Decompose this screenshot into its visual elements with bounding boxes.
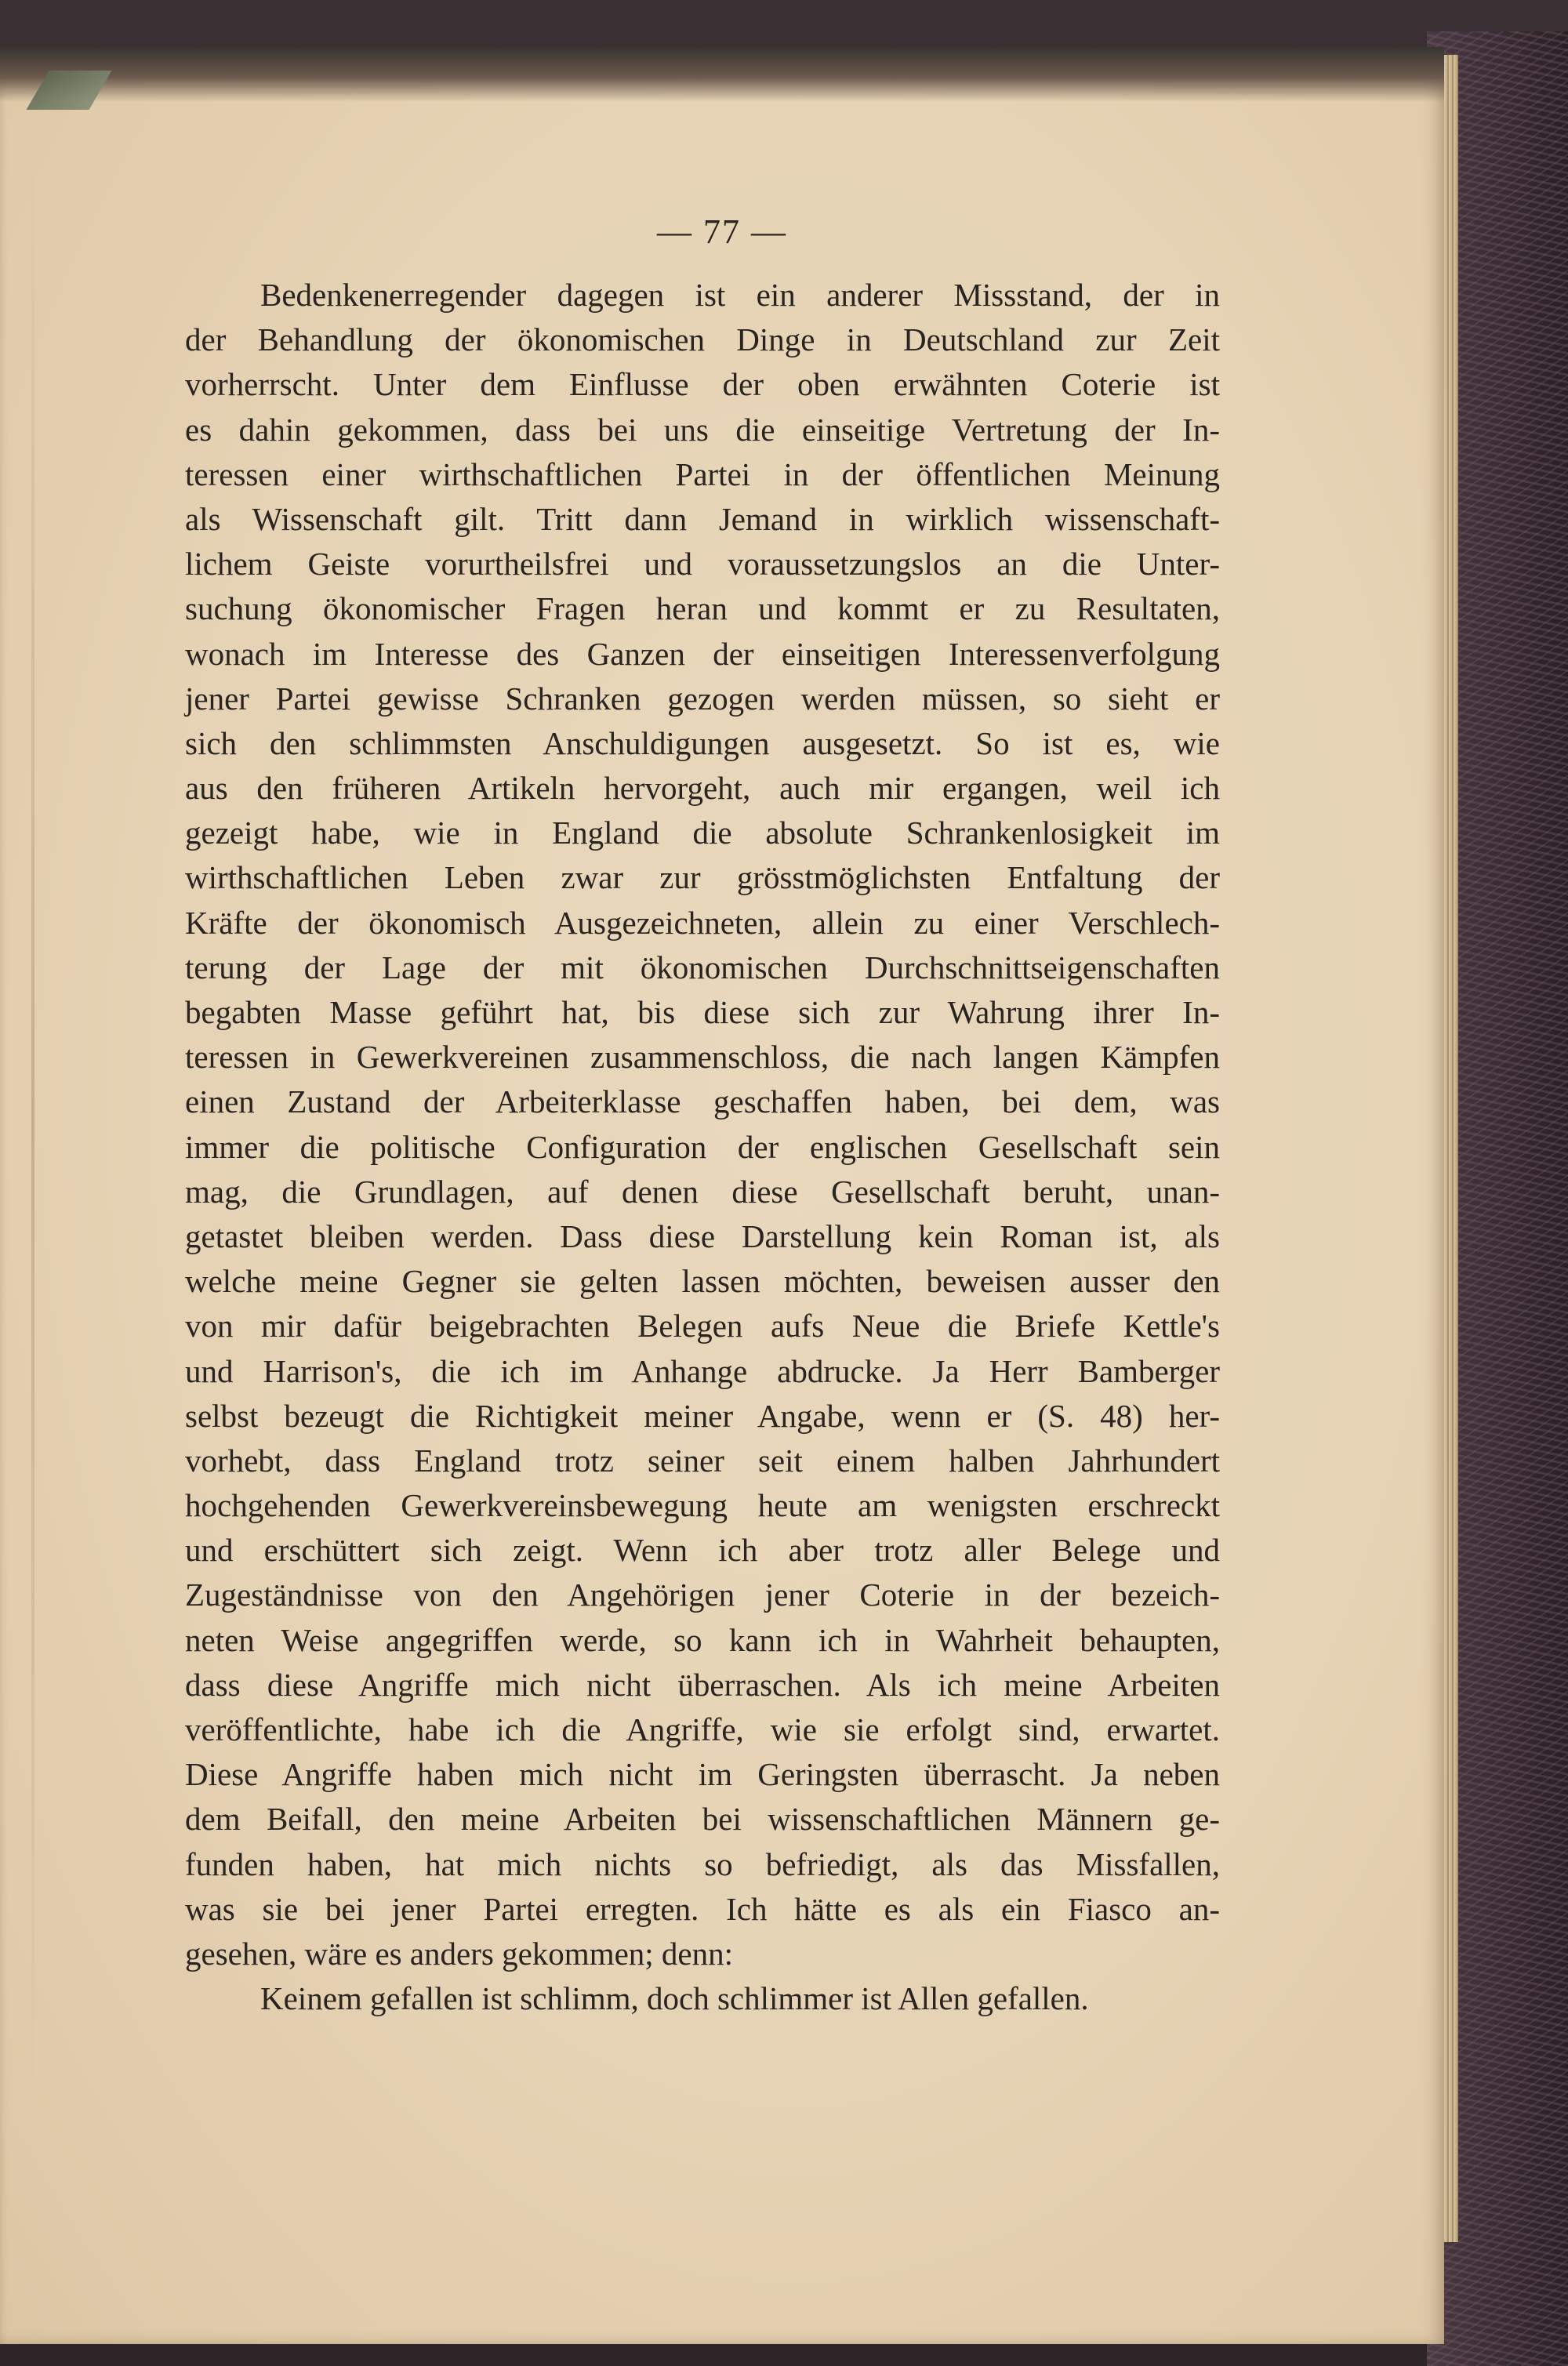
text-line: jener Partei gewisse Schranken gezogen werden müssen, so sieht er [185, 680, 1220, 717]
top-shadow [0, 47, 1444, 102]
text-line: veröffentlichte, habe ich die Angriffe, wie sie erfolgt sind, erwartet. [185, 1711, 1220, 1747]
text-line: was sie bei jener Partei erregten. Ich hätte es als ein Fiasco an- [185, 1890, 1220, 1927]
text-line: Diese Angriffe haben mich nicht im Geringsten überrascht. Ja neben [185, 1756, 1220, 1793]
page-number-header: — 77 — [657, 212, 787, 251]
text-line: als Wissenschaft gilt. Tritt dann Jemand in wirklich wissenschaft- [185, 500, 1220, 537]
text-line: Kräfte der ökonomisch Ausgezeichneten, allein zu einer Verschlech- [185, 904, 1220, 941]
text-line: hochgehenden Gewerkvereinsbewegung heute am wenigsten erschreckt [185, 1487, 1220, 1524]
text-line: welche meine Gegner sie gelten lassen möchten, beweisen ausser den [185, 1263, 1220, 1300]
text-line: terung der Lage der mit ökonomischen Durchschnittseigenschaften [185, 949, 1220, 985]
text-line: mag, die Grundlagen, auf denen diese Gesellschaft beruht, unan- [185, 1173, 1220, 1210]
text-line: dem Beifall, den meine Arbeiten bei wissenschaftlichen Männern ge- [185, 1801, 1220, 1838]
text-line: und Harrison's, die ich im Anhange abdrucke. Ja Herr Bamberger [185, 1352, 1220, 1389]
text-line: gesehen, wäre es anders gekommen; denn: [185, 1935, 734, 1972]
text-line: vorhebt, dass England trotz seiner seit einem halben Jahrhundert [185, 1442, 1220, 1479]
text-line: wirthschaftlichen Leben zwar zur grösstmöglichsten Entfaltung der [185, 859, 1220, 896]
text-line: immer die politische Configuration der englischen Gesellschaft sein [185, 1128, 1220, 1165]
text-line: teressen in Gewerkvereinen zusammenschloss, die nach langen Kämpfen [185, 1039, 1220, 1076]
text-line: vorherrscht. Unter dem Einflusse der oben erwähnten Coterie ist [185, 366, 1220, 403]
gutter-shadow [31, 141, 34, 2101]
text-line: sich den schlimmsten Anschuldigungen ausgesetzt. So ist es, wie [185, 724, 1220, 761]
text-line: lichem Geiste vorurtheilsfrei und voraussetzungslos an die Unter- [185, 546, 1220, 582]
text-line: wonach im Interesse des Ganzen der einseitigen Interessenverfolgung [185, 635, 1220, 672]
text-line: aus den früheren Artikeln hervorgeht, auch mir ergangen, weil ich [185, 770, 1220, 807]
text-line: teressen einer wirthschaftlichen Partei in der öffentlichen Meinung [185, 455, 1220, 492]
text-line: gezeigt habe, wie in England die absolute Schrankenlosigkeit im [185, 815, 1220, 851]
text-line: es dahin gekommen, dass bei uns die einseitige Vertretung der In- [185, 411, 1220, 448]
text-line: funden haben, hat mich nichts so befriedigt, als das Missfallen, [185, 1845, 1220, 1882]
text-line: einen Zustand der Arbeiterklasse geschaffen haben, bei dem, was [185, 1083, 1220, 1120]
text-line: selbst bezeugt die Richtigkeit meiner Angabe, wenn er (S. 48) her- [185, 1397, 1220, 1434]
text-line: Bedenkenerregender dagegen ist ein anderer Missstand, der in [260, 277, 1220, 313]
text-line: getastet bleiben werden. Dass diese Darstellung kein Roman ist, als [185, 1217, 1220, 1254]
text-line: von mir dafür beigebrachten Belegen aufs Neue die Briefe Kettle's [185, 1308, 1220, 1344]
text-line: begabten Masse geführt hat, bis diese sich zur Wahrung ihrer In- [185, 994, 1220, 1030]
body-text [185, 273, 1220, 2021]
verse-line: Keinem gefallen ist schlimm, doch schlimmer ist Allen gefallen. [260, 1980, 1089, 2017]
text-line: und erschüttert sich zeigt. Wenn ich aber trotz aller Belege und [185, 1532, 1220, 1569]
text-line: suchung ökonomischer Fragen heran und kommt er zu Resultaten, [185, 590, 1220, 627]
text-line: dass diese Angriffe mich nicht überraschen. Als ich meine Arbeiten [185, 1666, 1220, 1703]
text-line: der Behandlung der ökonomischen Dinge in Deutschland zur Zeit [185, 321, 1220, 358]
text-line: neten Weise angegriffen werde, so kann ich in Wahrheit behaupten, [185, 1621, 1220, 1658]
text-line: Zugeständnisse von den Angehörigen jener Coterie in der bezeich- [185, 1577, 1220, 1613]
